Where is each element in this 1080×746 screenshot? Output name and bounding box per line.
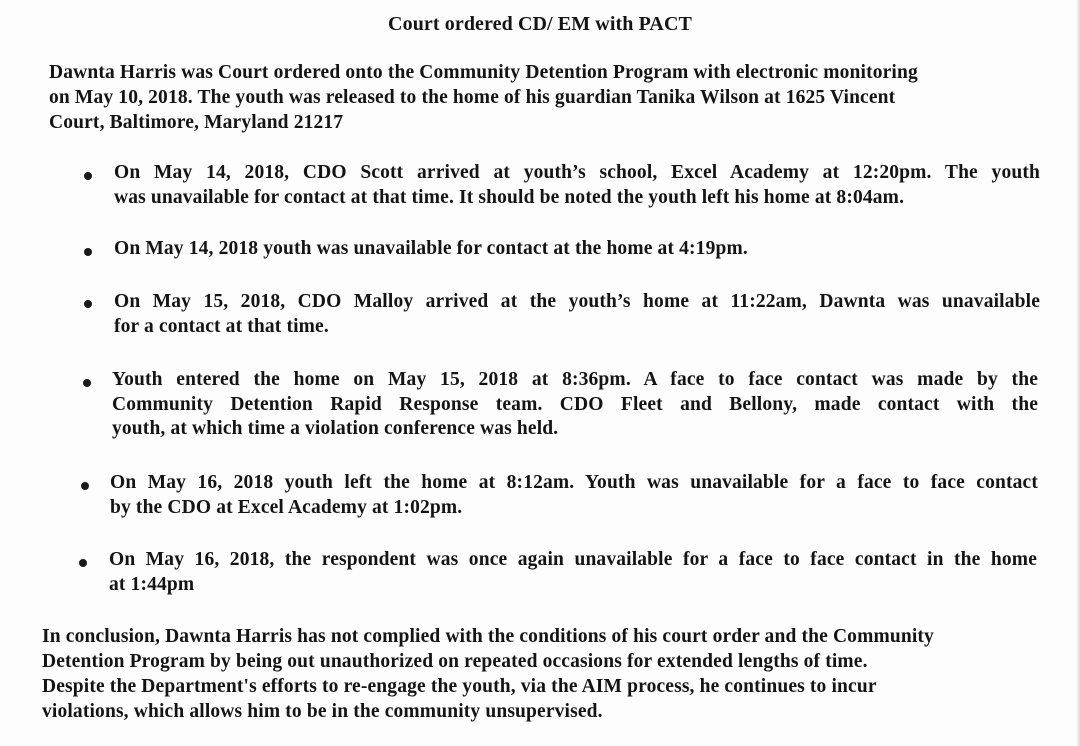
intro-line: Dawnta Harris was Court ordered onto the Community Detention Program with electronic monitoring (49, 62, 918, 83)
event-item (112, 368, 1038, 442)
bullet-icon (84, 300, 92, 308)
event-line: Community Detention Rapid Response team. CDO Fleet and Bellony, made contact with the (112, 393, 1038, 415)
event-line: for a contact at that time. (114, 315, 329, 337)
event-line: On May 14, 2018, CDO Scott arrived at youth’s school, Excel Academy at 12:20pm. The youth (114, 162, 1040, 183)
event-item (109, 548, 1037, 597)
conclusion-line: Detention Program by being out unauthorized on repeated occasions for extended lengths of time. (42, 651, 868, 672)
conclusion-line: Despite the Department's efforts to re-engage the youth, via the AIM process, he continues to incur (42, 676, 877, 697)
conclusion-paragraph (42, 624, 1042, 724)
conclusion-line: violations, which allows him to be in the community unsupervised. (42, 701, 603, 722)
event-item (110, 471, 1038, 520)
event-item (114, 161, 1040, 210)
bullet-icon (83, 379, 91, 387)
event-line: by the CDO at Excel Academy at 1:02pm. (110, 496, 463, 518)
event-line: On May 16, 2018, the respondent was once again unavailable for a face to face contact in the home (109, 549, 1037, 570)
intro-line: Court, Baltimore, Maryland 21217 (49, 112, 344, 133)
event-line: was unavailable for contact at that time. It should be noted the youth left his home at 8:04am. (114, 186, 905, 208)
document-title: Court ordered CD/ EM with PACT (388, 13, 692, 35)
bullet-icon (84, 172, 92, 180)
conclusion-line: In conclusion, Dawnta Harris has not complied with the conditions of his court order and the Community (42, 626, 934, 647)
event-line: youth, at which time a violation conference was held. (112, 418, 559, 439)
bullet-icon (81, 482, 89, 490)
event-line: On May 15, 2018, CDO Malloy arrived at the youth’s home at 11:22am, Dawnta was unavailable (114, 291, 1040, 312)
event-item (114, 237, 1040, 262)
intro-line: on May 10, 2018. The youth was released to the home of his guardian Tanika Wilson at 1625 Vincent (49, 87, 896, 108)
event-item (114, 290, 1040, 339)
event-line: On May 16, 2018 youth left the home at 8:12am. Youth was unavailable for a face to face contact (110, 472, 1038, 493)
bullet-icon (79, 559, 87, 567)
event-line: On May 14, 2018 youth was unavailable for contact at the home at 4:19pm. (114, 238, 748, 259)
event-line: Youth entered the home on May 15, 2018 at 8:36pm. A face to face contact was made by the (112, 369, 1038, 390)
bullet-icon (84, 248, 92, 256)
event-line: at 1:44pm (109, 573, 195, 595)
